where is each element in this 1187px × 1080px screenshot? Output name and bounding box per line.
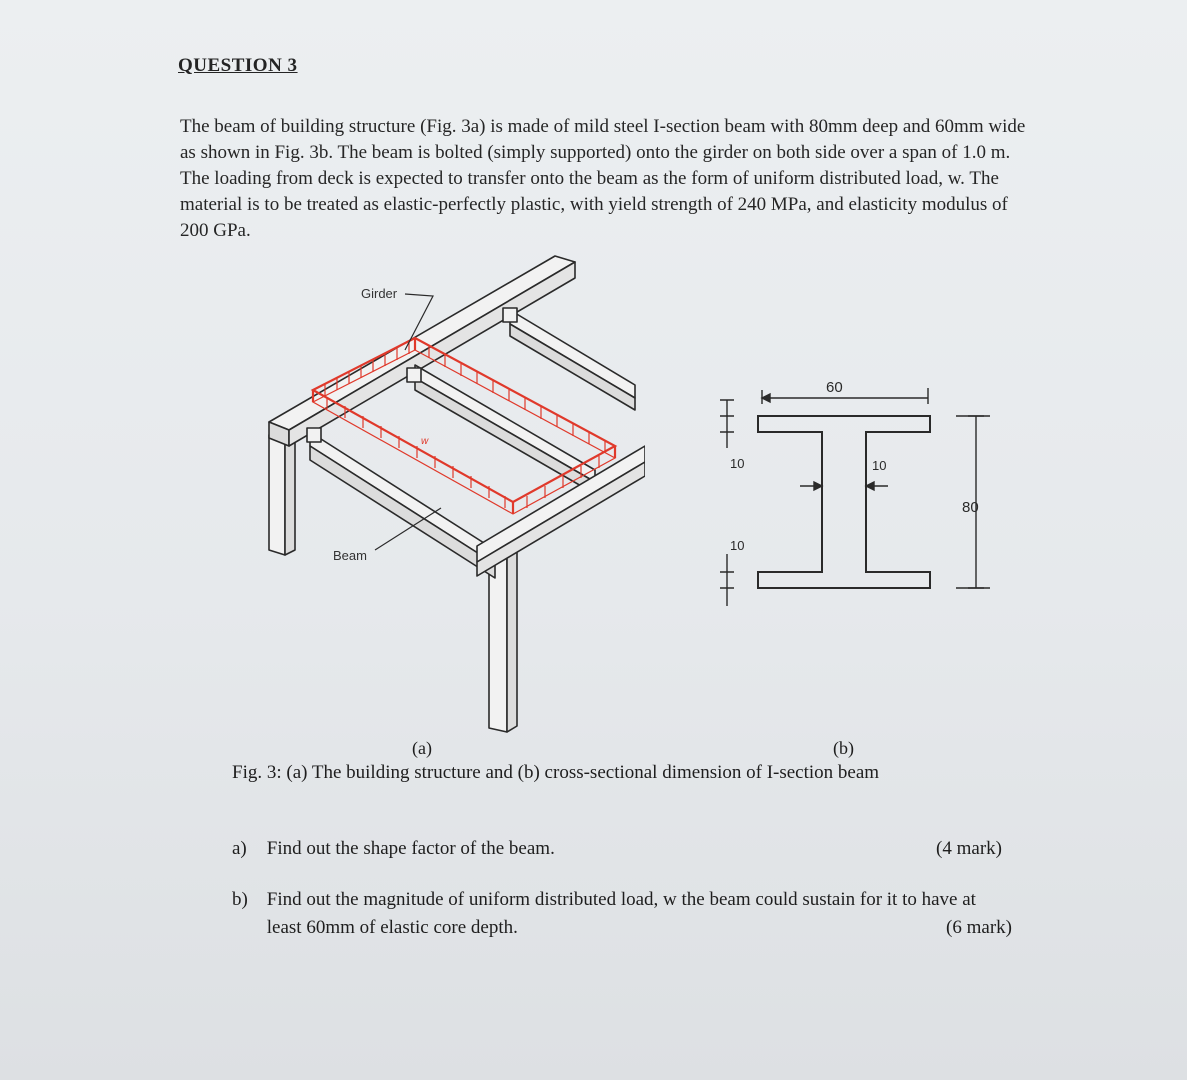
question-part-b bbox=[232, 886, 1012, 942]
question-title: QUESTION 3 bbox=[178, 55, 298, 76]
web-dimension: 10 bbox=[872, 458, 887, 473]
question-intro: The beam of building structure (Fig. 3a) is made of mild steel I-section beam with 80mm deep and 60mm wide as shown in Fig. 3b. The beam is bolted (simply supported) onto the girder on both side over a span of 1.0 m. The loading from deck is expected to transfer onto the beam as the form of uniform distributed load, w. The material is to be treated as elastic-perfectly plastic, with yield strength of 240 MPa, and elasticity modulus of 200 GPa. bbox=[180, 116, 1026, 241]
figure-caption: Fig. 3: (a) The building structure and (b) cross-sectional dimension of I-section beam bbox=[232, 762, 880, 783]
question-part-a bbox=[232, 835, 1002, 863]
figure-a-label: (a) bbox=[412, 738, 432, 758]
question-a-marker: a) bbox=[232, 838, 247, 859]
bottom-flange-dimension: 10 bbox=[730, 538, 745, 553]
question-a-marks: (4 mark) bbox=[936, 838, 1002, 859]
top-flange-dimension: 10 bbox=[730, 456, 745, 471]
load-label: w bbox=[421, 436, 429, 447]
i-section-figure bbox=[700, 370, 1020, 630]
question-a-text: Find out the shape factor of the beam. bbox=[266, 838, 555, 859]
depth-dimension: 80 bbox=[962, 499, 979, 516]
question-b-text: Find out the magnitude of uniform distributed load, w the beam could sustain for it to have at least 60mm of elastic core depth. bbox=[266, 889, 976, 938]
beam-label: Beam bbox=[333, 548, 367, 563]
question-b-marks: (6 mark) bbox=[946, 917, 1012, 938]
building-structure-figure bbox=[255, 250, 645, 740]
figure-b-label: (b) bbox=[833, 738, 854, 758]
width-dimension: 60 bbox=[826, 379, 843, 396]
question-b-marker: b) bbox=[232, 889, 248, 910]
girder-label: Girder bbox=[361, 286, 398, 301]
